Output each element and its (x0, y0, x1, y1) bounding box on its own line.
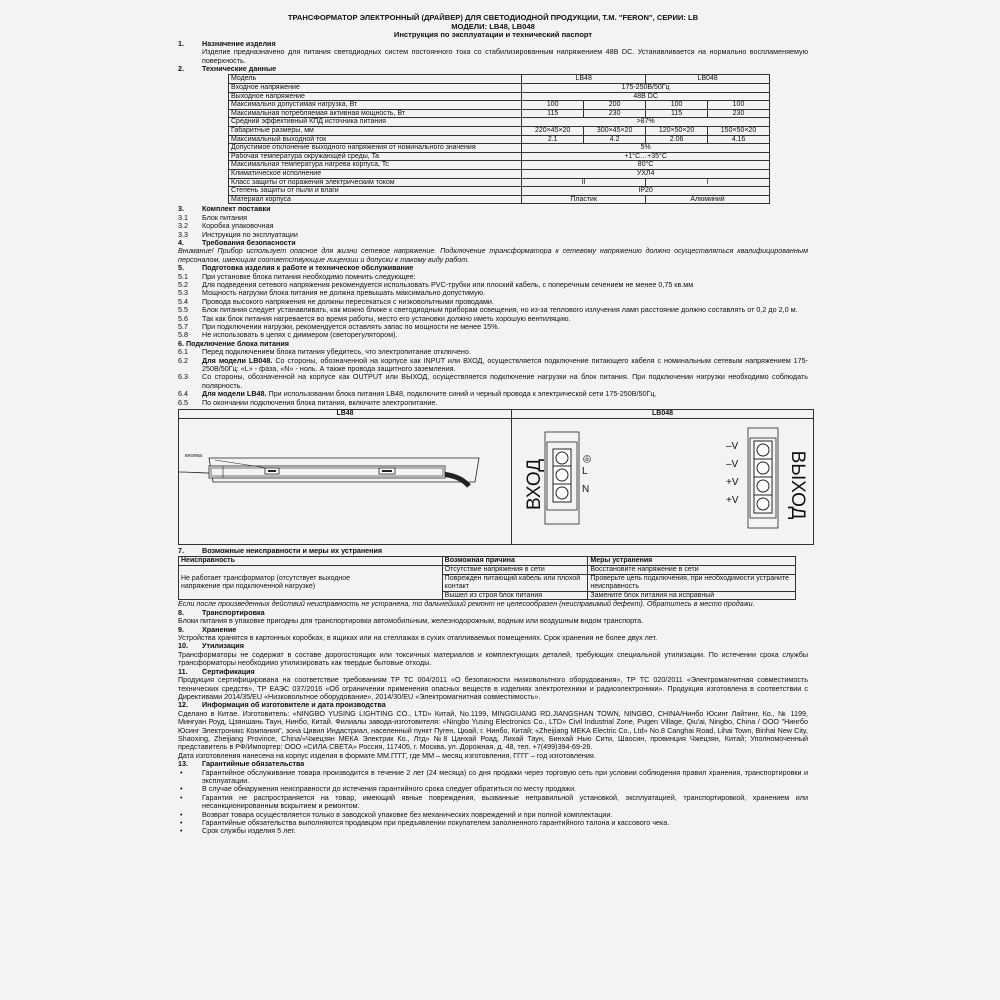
spec-label: Степень защиты от пыли и влаги (229, 187, 522, 196)
spec-value: 175-250В/50Гц (522, 84, 770, 93)
fault-cell: Не работает трансформатор (отсутствует выходное напряжение при подключенной нагрузке) (179, 566, 443, 600)
item-number: 3.3 (178, 229, 188, 239)
item-text: Гарантийное обслуживание товара производится в течение 2 лет (24 месяца) со дня продажи через торговую сеть при условии соблюдения правил хранения, транспортировки и эксплуатации. (202, 767, 808, 785)
section-title: Назначение изделия (202, 38, 276, 48)
section-8-text: Блоки питания в упаковке пригодны для транспортировки автомобильным, железнодорожным, водным или воздушным видом транспорта. (178, 616, 644, 626)
manufacturer-text: Сделано в Китае. Изготовитель: «NINGBO YUSING LIGHTING CO., LTD» Китай, No.1199, MINGGUANG RD.JIANGSHAN TOWN, NINGBO, CHINA/Нинбо Юсинг Лайтинг, Ко., № 1199, Мингуан Роуд, Цзяншань Таун, Нинбо, Китай. Филиалы завода-изготовителя: «Ningbo Yusing Electronics Co., LTD» Civil Industrial Zone, Pugen Village, Qiu'ai, Ningbo, China / ООО "Нингбо Юсинг Электроникс Компания", зона Цивил Индастриал, населенный пункт Пуген, Цюай, г. Нинбо, Китай; «Zheijiang MEKA Electric Co., Ltd» No.8 Canghai Road, Lihai Town, Binhai New City, Shaoxing, Zheijiang Province, China/«Чжецзян МЕКА Электрик Ко., Лтд» №8 Цанхай Роад, Лихай Таун, Бинхай Нью Сити, Шаосин, провинция Чжецзян, Китай; Уполномоченный представитель в РФ/Импортер: ООО «СИЛА СВЕТА» Россия, 117405, г. Москва, ул. Дорожная, д. 48, тел. +7(499)394-69-26. (178, 708, 808, 752)
item-text: Не использовать в цепях с диммером (светорегулятором). (202, 330, 398, 340)
item-number: 3.2 (178, 221, 188, 231)
spec-value: 100 (708, 101, 770, 110)
section-number: 2. (178, 64, 184, 73)
table-row (229, 187, 770, 196)
section-number: 8. (178, 607, 184, 617)
item-text: Так как блок питания нагревается во время работы, место его установки должно иметь хорошую вентиляцию. (202, 313, 571, 323)
bullet-icon: • (180, 792, 183, 802)
item-text: Блок питания следует устанавливать, как можно ближе к светодиодным приборам освещения, но из-за теплового излучения ламп расстояние должно составлять от 0,2 до 2,0 м. (202, 305, 798, 315)
n-terminal-label: N (582, 484, 590, 496)
item-text: При подключении нагрузки, рекомендуется оставлять запас по мощности не менее 15%. (202, 322, 500, 331)
item-text: При установке блока питания необходимо помнить следующее: (202, 271, 416, 281)
section-9-text: Устройства хранятся в картонных коробках, в ящиках или на стеллажах в сухих отапливаемых помещениях. Срок хранения не более двух лет. (178, 633, 658, 643)
spec-value: 200 (584, 101, 646, 110)
item-number: 5.4 (178, 296, 188, 306)
item-number: 6.2 (178, 355, 188, 365)
bullet-icon: • (180, 818, 183, 828)
section-number: 10. (178, 641, 188, 651)
item-text: По окончании подключения блока питания, включите электропитание. (202, 397, 438, 407)
spec-value: 115 (646, 109, 708, 118)
spec-value: 120×50×20 (646, 126, 708, 135)
item-text: Мощность нагрузки блока питания не должна превышать максимально допустимую. (202, 288, 486, 298)
item-number: 5.7 (178, 322, 188, 331)
item-number: 6.1 (178, 347, 188, 357)
section-1-text: Изделие предназначено для питания светодиодных систем постоянного тока со стабилизированным напряжением 48В DC. Устанавливается на нормально воспламеняемую поверхность. (202, 47, 808, 65)
table-row (229, 195, 770, 204)
ground-icon (584, 456, 591, 463)
item-number: 5.8 (178, 330, 188, 340)
input-label: ВХОД (524, 458, 545, 511)
section-title: 6. Подключение блока питания (178, 338, 289, 348)
spec-label: Максимальная потребляемая активная мощность, Вт (229, 109, 522, 118)
spec-value: I (646, 178, 770, 187)
l-terminal-label: L (582, 466, 588, 478)
cause-cell: Вышел из строя блок питания (442, 591, 588, 600)
bullet-icon: • (180, 809, 183, 819)
spec-label: Максимальный выходной ток (229, 135, 522, 144)
spec-value: 80°С (522, 161, 770, 170)
spec-label: Габаритные размеры, мм (229, 126, 522, 135)
bullet-icon: • (180, 784, 183, 794)
section-number: 11. (178, 666, 188, 676)
spec-table (228, 74, 770, 204)
out-terminal-label: –V (726, 441, 739, 453)
cause-cell: Поврежден питающий кабель или плохой контакт (442, 575, 588, 592)
list-item (178, 357, 808, 374)
item-bold: Для модели LB048. (202, 355, 273, 365)
item-text: Провода высокого напряжения не должны пересекаться с низковольтными проводами. (202, 296, 494, 306)
section-title: Комплект поставки (202, 204, 271, 214)
list-item (178, 399, 808, 407)
spec-label: Максимальная температура нагрева корпуса, Tc (229, 161, 522, 170)
list-item (178, 827, 808, 835)
section-number: 3. (178, 204, 184, 214)
spec-value: Пластик (522, 195, 646, 204)
table-row (229, 152, 770, 161)
spec-label: Материал корпуса (229, 195, 522, 204)
item-number: 6.5 (178, 397, 188, 407)
table-row (179, 557, 796, 566)
table-row (229, 126, 770, 135)
section-number: 1. (178, 38, 184, 48)
section-2-heading (178, 65, 808, 73)
item-text: Срок службы изделия 5 лет. (202, 826, 296, 836)
section-title: Информация об изготовителе и дата производства (202, 700, 386, 710)
section-number: 12. (178, 700, 188, 710)
lb48-drawing (179, 418, 511, 544)
item-text: Инструкция по эксплуатации (202, 229, 298, 239)
spec-value: >87% (522, 118, 770, 127)
title-line-2: МОДЕЛИ: LB48, LB048 (451, 21, 535, 31)
section-title: Транспортировка (202, 607, 265, 617)
table-row (229, 178, 770, 187)
section-number: 7. (178, 546, 184, 556)
spec-label: Максимально допустимая нагрузка, Вт (229, 101, 522, 110)
lb48-diagram (179, 410, 512, 544)
column-header: Возможная причина (442, 557, 588, 566)
table-row (229, 84, 770, 93)
table-row (229, 92, 770, 101)
item-number: 5.5 (178, 305, 188, 315)
spec-value: 220×45×20 (522, 126, 584, 135)
spec-value: 48В DC (522, 92, 770, 101)
item-number: 5.6 (178, 313, 188, 323)
spec-value: +1°С…+35°С (522, 152, 770, 161)
table-row (229, 144, 770, 153)
lb048-diagram (512, 410, 813, 544)
section-title: Хранение (202, 624, 237, 634)
bullet-icon: • (180, 767, 183, 777)
spec-value: 115 (522, 109, 584, 118)
table-row (229, 75, 770, 84)
section-10-text: Трансформаторы не содержат в составе дорогостоящих или токсичных материалов и комплектующих деталей, требующих специальной утилизации. По истечении срока службы трансформаторы необходимо утилизировать как твердые бытовые отходы. (178, 649, 808, 668)
cause-cell: Отсутствие напряжения в сети (442, 566, 588, 575)
lb048-drawing (512, 418, 812, 544)
table-row (229, 101, 770, 110)
spec-label: Модель (229, 75, 522, 84)
spec-label: Рабочая температура окружающей среды, Ta (229, 152, 522, 161)
list-item (178, 769, 808, 786)
item-number: 5.2 (178, 279, 188, 289)
document-title (178, 14, 808, 40)
spec-value: 2.06 (646, 135, 708, 144)
item-bold: Для модели LB48. (202, 389, 267, 399)
spec-value: LB048 (646, 75, 770, 84)
spec-label: Входное напряжение (229, 84, 522, 93)
section-11-text: Продукция сертифицирована на соответствие требованиям ТР ТС 004/2011 «О безопасности низковольтного оборудования», ТР ТС 020/2011 «Электромагнитная совместимость технических средств», ТР ЕАЭС 037/2016 «Об ограничении применения опасных веществ в изделиях электротехники и радиоэлектроники». Продукция изготовлена в соответствии с Директивами 2014/35/EU «Низковольтное оборудование», 2014/30/EU «Электромагнитная совместимость». (178, 675, 808, 701)
out-terminal-label: +V (726, 495, 739, 507)
section-title: Технические данные (202, 64, 277, 73)
repair-note: Если после произведенных действий неисправность не устранена, то дальнейший ремонт не целесообразен (неисправимый дефект). Обратитесь в место продажи. (178, 599, 755, 609)
wiring-diagram (178, 409, 814, 545)
item-text: Со стороны, обозначенной на корпусе как OUTPUT или ВЫХОД, осуществляется подключение нагрузки на блок питания. При подключении нагрузки необходимо соблюдать полярность. (202, 372, 808, 390)
table-row (179, 566, 796, 575)
spec-value: IP20 (522, 187, 770, 196)
section-title: Сертификация (202, 666, 255, 676)
spec-value: 230 (708, 109, 770, 118)
item-number: 3.1 (178, 212, 188, 222)
section-title: Утилизация (202, 641, 244, 651)
section-title: Требования безопасности (202, 237, 296, 247)
remedy-cell: Проверьте цепь подключения, при необходимости устраните неисправность (588, 575, 796, 592)
section-number: 4. (178, 237, 184, 247)
spec-value: УХЛ4 (522, 169, 770, 178)
item-number: 6.4 (178, 389, 188, 399)
spec-value: 150×50×20 (708, 126, 770, 135)
table-row (229, 161, 770, 170)
section-number: 9. (178, 624, 184, 634)
item-text: Для подведения сетевого напряжения рекомендуется использовать PVC-трубки или плоский кабель, с поперечным сечением не менее 0,75 кв.мм (202, 279, 694, 289)
spec-value: 100 (522, 101, 584, 110)
spec-value: 230 (584, 109, 646, 118)
section-number: 13. (178, 759, 188, 769)
bullet-icon: • (180, 826, 183, 836)
item-text: Гарантийные обязательства выполняются продавцом при предъявлении покупателем заполненного гарантийного талона и кассового чека. (202, 818, 670, 828)
output-label: ВЫХОД (787, 450, 808, 520)
out-terminal-label: +V (726, 477, 739, 489)
remedy-cell: Восстановите напряжение в сети (588, 566, 796, 575)
item-number: 5.3 (178, 288, 188, 298)
item-text: Со стороны, обозначенной на корпусе как INPUT или ВХОД, осуществляется подключение питающего кабеля с номинальным сетевым напряжением 175-250В/50Гц: «L» - фаза, «N» - ноль. А также провода защитного заземления. (202, 355, 808, 374)
manufacture-date-text: Дата изготовления нанесена на корпус изделия в формате ММ.ГГГГ, где ММ – месяц изготовления, ГГГГ – год изготовления. (178, 750, 596, 760)
item-text: Гарантия не распространяется на товар, имеющий явные повреждения, вызванные неправильной установкой, эксплуатацией, транспортировкой, хранением или несанкционированным вскрытием и ремонтом. (202, 792, 808, 811)
spec-label: Выходное напряжение (229, 92, 522, 101)
spec-value: 4.16 (708, 135, 770, 144)
item-number: 6.3 (178, 372, 188, 382)
item-number: 5.1 (178, 271, 188, 281)
lb048-title: LB048 (512, 410, 813, 419)
section-title: Возможные неисправности и меры их устранения (202, 546, 383, 556)
item-text: Коробка упаковочная (202, 221, 274, 231)
section-title: Гарантийные обязательства (202, 759, 305, 769)
remedy-cell: Замените блок питания на исправный (588, 591, 796, 600)
table-row (229, 109, 770, 118)
spec-value: 4.2 (584, 135, 646, 144)
out-terminal-label: –V (726, 459, 739, 471)
item-text: При использовании блока питания LB48, подключите синий и черный провода к электрической сети 175-250В/50Гц. (266, 389, 657, 399)
troubleshooting-table (178, 556, 796, 600)
list-item (178, 794, 808, 811)
spec-value: 300×45×20 (584, 126, 646, 135)
spec-value: 100 (646, 101, 708, 110)
spec-value: LB48 (522, 75, 646, 84)
item-text: В случае обнаружения неисправности до истечения гарантийного срока следует обратиться по месту продажи. (202, 784, 577, 794)
spec-value: 5% (522, 144, 770, 153)
spec-label: Средний эффективный КПД источника питания (229, 118, 522, 127)
safety-warning: Внимание! Прибор использует опасное для жизни сетевое напряжение. Подключение трансформатора к сетевому напряжению должно осуществляться квалифицированным персоналом, имеющим соответствующие лицензии и допуски к такому виду работ. (178, 246, 808, 264)
spec-label: Климатическое исполнение (229, 169, 522, 178)
instruction-document (178, 14, 808, 836)
spec-label: Допустимое отклонение выходного напряжения от номинального значения (229, 144, 522, 153)
button-label: кнопка (185, 453, 203, 460)
item-text: Возврат товара осуществляется только в заводской упаковке без механических повреждений и при полной комплектации. (202, 809, 613, 819)
list-item (178, 373, 808, 390)
column-header: Меры устранения (588, 557, 796, 566)
title-line-3: Инструкция по эксплуатации и технический паспорт (393, 30, 593, 40)
table-row (229, 118, 770, 127)
section-3-heading (178, 205, 808, 213)
spec-label: Класс защиты от поражения электрическим током (229, 178, 522, 187)
table-row (229, 135, 770, 144)
table-row (229, 169, 770, 178)
spec-value: II (522, 178, 646, 187)
section-number: 5. (178, 263, 184, 273)
section-title: Подготовка изделия к работе и техническое обслуживание (202, 263, 414, 273)
section-7-heading (178, 547, 808, 555)
item-text: Перед подключением блока питания убедитесь, что электропитание отключено. (202, 347, 471, 357)
lb48-title: LB48 (179, 410, 511, 419)
column-header: Неисправность (179, 557, 443, 566)
title-line-1: ТРАНСФОРМАТОР ЭЛЕКТРОННЫЙ (ДРАЙВЕР) ДЛЯ СВЕТОДИОДНОЙ ПРОДУКЦИИ, Т.М. "FERON", СЕРИИ: LB (287, 13, 699, 22)
spec-value: Алюминий (646, 195, 770, 204)
item-text: Блок питания (202, 212, 248, 222)
spec-value: 2.1 (522, 135, 584, 144)
